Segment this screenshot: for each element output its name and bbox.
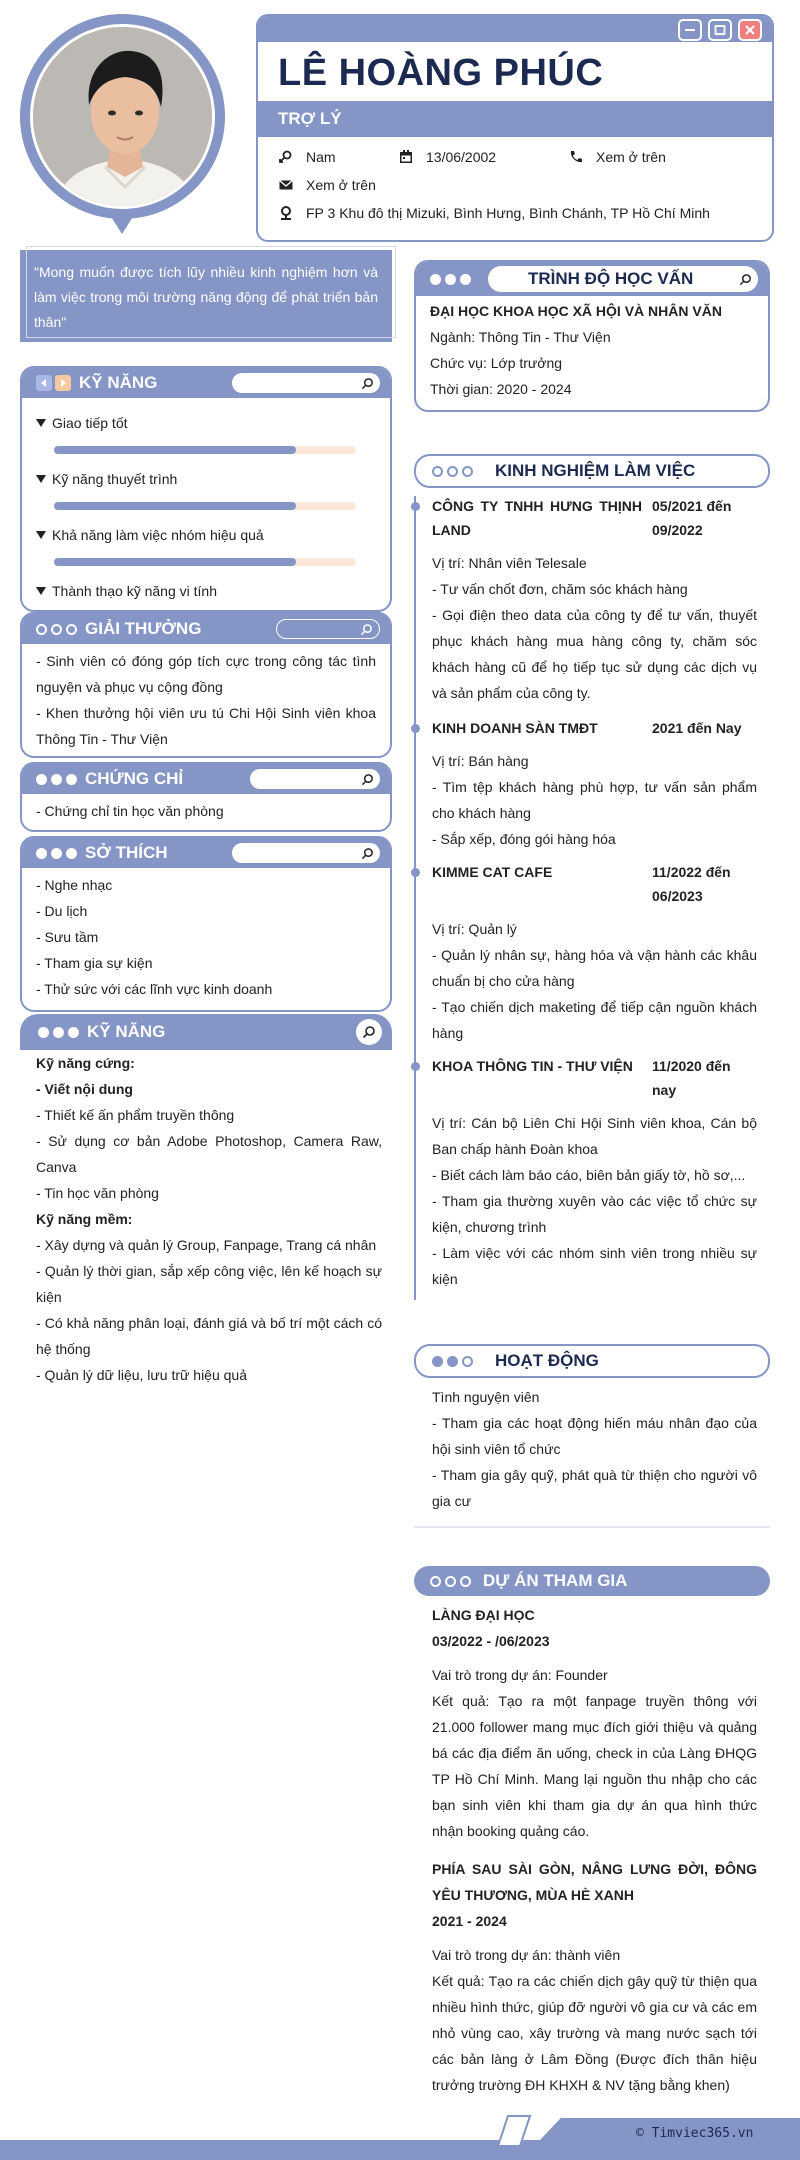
candidate-name: LÊ HOÀNG PHÚC — [278, 52, 604, 94]
list-item: - Quản lý thời gian, sắp xếp công việc, lên kế hoạch sự kiện — [36, 1263, 382, 1305]
skill-label: Giao tiếp tốt — [52, 415, 128, 431]
job-description — [432, 1110, 757, 1292]
career-objective: "Mong muốn được tích lũy nhiều kinh nghiệm hơn và làm việc trong môi trường năng động để phát triển bản thân" — [20, 250, 392, 342]
list-item: - Quản lý dữ liệu, lưu trữ hiệu quả — [36, 1367, 247, 1383]
job-line: - Tìm tệp khách hàng phù hợp, tư vấn sản phẩm cho khách hàng — [432, 779, 757, 821]
job-line: Vị trí: Nhân viên Telesale — [432, 555, 587, 571]
project-name: PHÍA SAU SÀI GÒN, NÂNG LƯNG ĐỜI, ĐÔNG YÊU THƯƠNG, MÙA HÈ XANH — [432, 1861, 757, 1903]
project-role: Vai trò trong dự án: thành viên — [432, 1947, 621, 1963]
list-item: - Viết nội dung — [36, 1081, 133, 1097]
list-item: - Thử sức với các lĩnh vực kinh doanh — [36, 981, 273, 997]
address-text: FP 3 Khu đô thị Mizuki, Bình Hưng, Bình Chánh, TP Hồ Chí Minh — [306, 205, 710, 221]
caret-down-icon[interactable] — [36, 587, 46, 595]
projects-title: DỰ ÁN THAM GIA — [483, 1571, 628, 1590]
list-item: - Khen thưởng hội viên ưu tú Chi Hội Sinh viên khoa Thông Tin - Thư Viện — [36, 705, 376, 747]
skills-detail-body — [36, 1050, 382, 1388]
job-company: KINH DOANH SÀN TMĐT — [432, 720, 598, 736]
education-header — [416, 262, 768, 296]
certificates-header — [22, 764, 390, 794]
email-text: Xem ở trên — [306, 177, 376, 193]
job-description — [432, 550, 757, 706]
job-entry — [432, 860, 757, 1046]
list-item: - Tham gia các hoạt động hiến máu nhân đạo của hội sinh viên tổ chức — [432, 1415, 757, 1457]
hobbies-box — [20, 836, 392, 1012]
job-date: 05/2021 đến 09/2022 — [652, 498, 732, 538]
job-line: - Gọi điện theo data của công ty để tư vấn, thuyết phục khách hàng mua hàng công ty, chăm sóc khách hàng cũ để họ tiếp tục sử dụng các dịch vụ và sản phẩm của công ty. — [432, 607, 757, 701]
hard-skills-heading: Kỹ năng cứng: — [36, 1055, 135, 1071]
job-date: 11/2020 đến nay — [652, 1058, 731, 1098]
job-line: - Tạo chiến dịch maketing để tiếp cận nguồn khách hàng — [432, 999, 757, 1041]
job-company: CÔNG TY TNHH HƯNG THỊNH LAND — [432, 498, 642, 538]
list-item: - Tham gia sự kiện — [36, 955, 153, 971]
gender-text: Nam — [306, 149, 336, 165]
close-icon[interactable] — [738, 19, 762, 41]
education-position: Chức vụ: Lớp trưởng — [430, 355, 563, 371]
project-result: Kết quả: Tạo ra các chiến dịch gây quỹ từ thiện qua nhiều hình thức, giúp đỡ người vô gia cư và các em nhỏ vùng cao, xây trường và mang nước sạch tới các bản làng ở Lâm Đồng (Được đích thân hiệu trưởng trường ĐH KHXH & NV tặng bằng khen) — [432, 1973, 757, 2093]
skills-detail-title: KỸ NĂNG — [87, 1022, 166, 1041]
education-time: Thời gian: 2020 - 2024 — [430, 381, 572, 397]
footer-bar — [0, 2140, 800, 2160]
job-description — [432, 748, 757, 852]
list-item: - Tin học văn phòng — [36, 1185, 159, 1201]
job-date: 2021 đến Nay — [652, 720, 742, 736]
phone-text: Xem ở trên — [596, 149, 666, 165]
job-entry — [432, 716, 757, 852]
activities-body — [432, 1384, 757, 1514]
awards-header — [22, 614, 390, 644]
search-icon — [362, 1025, 376, 1039]
education-major: Ngành: Thông Tin - Thư Viện — [430, 329, 611, 345]
activities-divider — [414, 1526, 770, 1528]
hobbies-title: SỞ THÍCH — [85, 843, 168, 862]
job-description — [432, 916, 757, 1046]
awards-box — [20, 612, 392, 758]
list-item: - Tham gia gây quỹ, phát quà từ thiện cho người vô gia cư — [432, 1467, 757, 1509]
projects-body — [432, 1602, 757, 2098]
caret-down-icon[interactable] — [36, 419, 46, 427]
skill-label: Thành thạo kỹ năng vi tính — [52, 583, 217, 599]
soft-skills-heading: Kỹ năng mềm: — [36, 1211, 133, 1227]
footer-brand[interactable]: © Timviec365.vn — [636, 2126, 754, 2141]
school-name: ĐẠI HỌC KHOA HỌC XÃ HỘI VÀ NHÂN VĂN — [430, 303, 722, 319]
job-title: TRỢ LÝ — [258, 101, 772, 137]
education-body — [416, 296, 768, 406]
list-item: - Du lịch — [36, 903, 88, 919]
skills-search-bar[interactable] — [232, 373, 380, 393]
dob-row — [398, 149, 496, 165]
project-role: Vai trò trong dự án: Founder — [432, 1667, 608, 1683]
skills-detail-search-button[interactable] — [356, 1019, 382, 1045]
timeline — [414, 496, 416, 1300]
job-line: - Tham gia thường xuyên vào các việc tổ chức sự kiện, chương trình — [432, 1193, 757, 1235]
skill-label: Kỹ năng thuyết trình — [52, 471, 178, 487]
location-icon — [278, 205, 294, 221]
profile-photo — [30, 24, 215, 209]
search-icon[interactable] — [739, 273, 752, 286]
skill-item — [36, 578, 376, 612]
caret-down-icon[interactable] — [36, 531, 46, 539]
activities-title: HOẠT ĐỘNG — [495, 1351, 599, 1370]
timeline-dot — [411, 502, 420, 511]
job-line: Vị trí: Quản lý — [432, 921, 517, 937]
list-item: - Sưu tầm — [36, 929, 99, 945]
skill-level-fill — [54, 558, 296, 566]
projects-header — [414, 1566, 770, 1596]
maximize-icon[interactable] — [708, 19, 732, 41]
job-line: - Biết cách làm báo cáo, biên bản giấy tờ, hồ sơ,... — [432, 1167, 746, 1183]
education-box — [414, 260, 770, 412]
job-date: 11/2022 đến 06/2023 — [652, 864, 731, 904]
job-entry — [432, 494, 757, 706]
skill-track — [54, 446, 356, 454]
hobbies-search-bar[interactable] — [232, 843, 380, 863]
skill-level-fill — [54, 502, 296, 510]
hobbies-header — [22, 838, 390, 868]
skill-label: Khả năng làm việc nhóm hiệu quả — [52, 527, 264, 543]
job-line: - Làm việc với các nhóm sinh viên trong nhiều sự kiện — [432, 1245, 757, 1287]
skills-detail-header — [20, 1014, 392, 1050]
search-icon — [360, 623, 373, 636]
project-date: 03/2022 - /06/2023 — [432, 1633, 550, 1649]
minimize-icon[interactable] — [678, 19, 702, 41]
skill-item — [36, 522, 376, 566]
education-title-bar — [488, 266, 758, 292]
list-item: - Có khả năng phân loại, đánh giá và bố trí một cách có hệ thống — [36, 1315, 382, 1357]
avatar-pointer — [108, 212, 136, 234]
certificates-box — [20, 762, 392, 832]
caret-down-icon[interactable] — [36, 475, 46, 483]
skills-header — [22, 368, 390, 398]
job-entry — [432, 1054, 757, 1292]
project-date: 2021 - 2024 — [432, 1913, 507, 1929]
experience-title: KINH NGHIỆM LÀM VIỆC — [495, 461, 696, 480]
gender-row — [278, 149, 336, 165]
certificates-title: CHỨNG CHỈ — [85, 769, 184, 788]
skills-box — [20, 366, 392, 612]
timeline-dot — [411, 868, 420, 877]
list-item: - Sử dụng cơ bản Adobe Photoshop, Camera Raw, Canva — [36, 1133, 382, 1175]
prev-arrow-icon[interactable] — [36, 375, 52, 391]
project-result: Kết quả: Tạo ra một fanpage truyền thông với 21.000 follower mang mục đích giới thiệu và quảng bá các địa điểm ăn uống, check in của Làng ĐHQG TP Hồ Chí Minh. Mang lại nguồn thu nhập cho các bạn sinh viên khi tham gia dự án qua hình thức nhận booking quảng cáo. — [432, 1693, 757, 1839]
phone-icon — [568, 149, 584, 165]
list-item: - Chứng chỉ tin học văn phòng — [36, 803, 224, 819]
skill-level-fill — [54, 446, 296, 454]
timeline-dot — [411, 1062, 420, 1071]
job-line: - Sắp xếp, đóng gói hàng hóa — [432, 831, 616, 847]
job-line: - Tư vấn chốt đơn, chăm sóc khách hàng — [432, 581, 688, 597]
skills-list — [22, 398, 390, 612]
certificates-search-bar[interactable] — [250, 769, 380, 789]
job-company: KIMME CAT CAFE — [432, 864, 553, 880]
mail-icon — [278, 177, 294, 193]
search-icon — [361, 773, 374, 786]
skill-item — [36, 466, 376, 510]
job-line: - Quản lý nhân sự, hàng hóa và vận hành các khâu chuẩn bị cho cửa hàng — [432, 947, 757, 989]
awards-list — [22, 644, 390, 756]
activities-header — [414, 1344, 770, 1378]
dob-text: 13/06/2002 — [426, 149, 497, 165]
skill-item — [36, 410, 376, 454]
project-name: LÀNG ĐẠI HỌC — [432, 1607, 535, 1623]
skill-track — [54, 502, 356, 510]
hobbies-list — [22, 868, 390, 1006]
awards-search-bar[interactable] — [276, 619, 380, 639]
gender-icon — [278, 149, 294, 165]
footer-logo-icon — [494, 2114, 534, 2148]
next-arrow-icon[interactable] — [55, 375, 71, 391]
email-row — [278, 177, 376, 193]
avatar — [20, 14, 225, 219]
list-item: Tình nguyện viên — [432, 1389, 540, 1405]
list-item: - Thiết kế ấn phẩm truyền thông — [36, 1107, 235, 1123]
list-item: - Xây dựng và quản lý Group, Fanpage, Trang cá nhân — [36, 1237, 377, 1253]
skills-title: KỸ NĂNG — [79, 373, 158, 392]
list-item: - Sinh viên có đóng góp tích cực trong công tác tình nguyện và phục vụ cộng đồng — [36, 653, 376, 695]
search-icon — [361, 377, 374, 390]
skill-track — [54, 558, 356, 566]
header-title-bar — [258, 16, 772, 42]
address-row — [278, 205, 710, 221]
timeline-dot — [411, 724, 420, 733]
job-line: Vị trí: Bán hàng — [432, 753, 529, 769]
awards-title: GIẢI THƯỞNG — [85, 619, 202, 638]
job-line: Vị trí: Cán bộ Liên Chi Hội Sinh viên khoa, Cán bộ Ban chấp hành Đoàn khoa — [432, 1115, 757, 1157]
certificates-list — [22, 794, 390, 828]
calendar-icon — [398, 149, 414, 165]
education-title: TRÌNH ĐỘ HỌC VẤN — [528, 269, 694, 288]
job-company: KHOA THÔNG TIN - THƯ VIỆN — [432, 1058, 633, 1074]
header-card — [256, 14, 774, 242]
experience-header — [414, 454, 770, 488]
phone-row — [568, 149, 666, 165]
list-item: - Nghe nhạc — [36, 877, 113, 893]
search-icon — [361, 847, 374, 860]
